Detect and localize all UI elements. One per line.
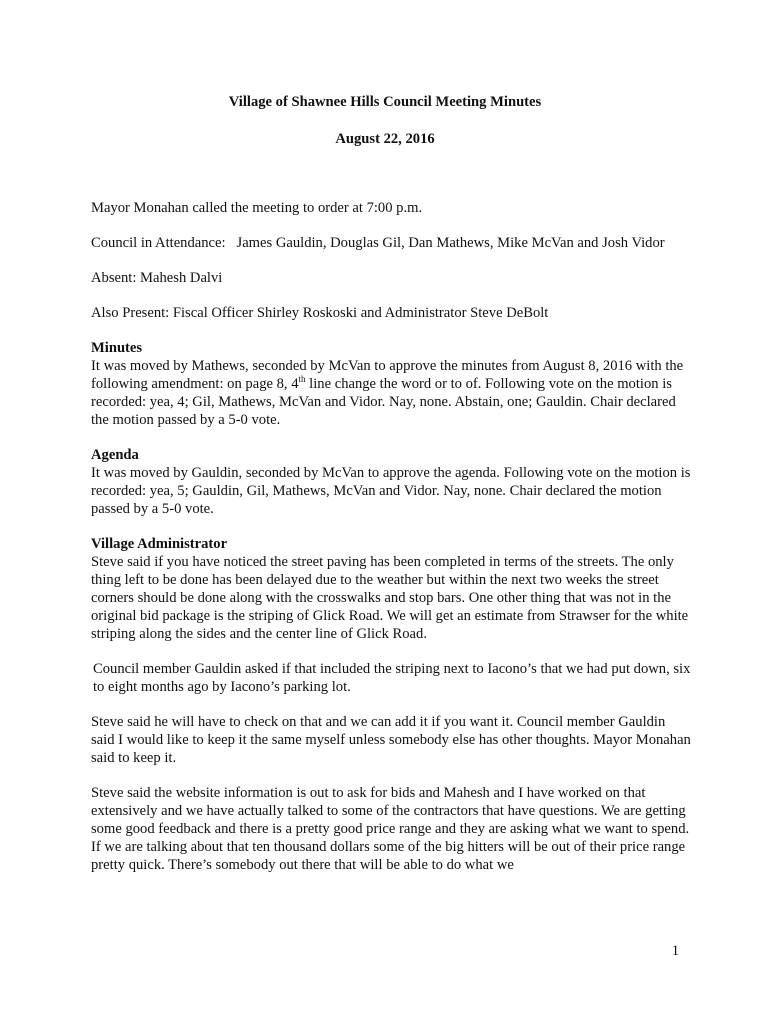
minutes-section	[91, 339, 691, 429]
meeting-date: August 22, 2016	[335, 131, 435, 147]
minutes-heading: Minutes	[91, 340, 143, 356]
document-body	[91, 199, 691, 891]
document-title: Village of Shawnee Hills Council Meeting Minutes	[228, 94, 542, 110]
ordinal-suffix: th	[298, 374, 306, 385]
absent: Absent: Mahesh Dalvi	[91, 270, 223, 286]
call-to-order: Mayor Monahan called the meeting to order at 7:00 p.m.	[91, 200, 423, 216]
minutes-text-part2: line change the word or to of. Following vote on the motion is recorded: yea, 4; Gil, Mathews, McVan and Vidor. Nay, none. Abstain, one; Gauldin. Chair declared the motion passed by a 5-0 vote.	[91, 376, 676, 428]
agenda-text: It was moved by Gauldin, seconded by McVan to approve the agenda. Following vote on the motion is recorded: yea, 5; Gauldin, Gil, Mathews, McVan and Vidor. Nay, none. Chair declared the motion passed by a 5-0 vote.	[91, 465, 691, 517]
attendance-label: Council in Attendance:	[91, 235, 226, 251]
village-administrator-section	[91, 535, 691, 643]
gauldin-question: Council member Gauldin asked if that included the striping next to Iacono’s that we had put down, six to eight months ago by Iacono’s parking lot.	[93, 661, 691, 695]
minutes-text	[91, 357, 691, 429]
attendance	[91, 234, 691, 252]
also-present: Also Present: Fiscal Officer Shirley Roskoski and Administrator Steve DeBolt	[91, 305, 549, 321]
village-administrator-heading: Village Administrator	[91, 536, 228, 552]
website-discussion: Steve said the website information is out to ask for bids and Mahesh and I have worked on that extensively and we have actually talked to some of the contractors that have questions. We are getting some good feedback and there is a pretty good price range and they are asking what we want to spend. If we are talking about that ten thousand dollars some of the big hitters will be out of their price range pretty quick. There’s somebody out there that will be able to do what we	[91, 785, 690, 873]
agenda-section	[91, 446, 691, 518]
agenda-heading: Agenda	[91, 447, 139, 463]
steve-check-response: Steve said he will have to check on that and we can add it if you want it. Council member Gauldin said I would like to keep it the same myself unless somebody else has other thoughts. Mayor Monahan said to keep it.	[91, 714, 691, 766]
page-number: 1	[671, 943, 679, 959]
attendance-names: James Gauldin, Douglas Gil, Dan Mathews, Mike McVan and Josh Vidor	[236, 235, 665, 251]
minutes-text-part1: It was moved by Mathews, seconded by McVan to approve the minutes from August 8, 2016 with the following amendment: on page 8, 4	[91, 358, 684, 392]
village-administrator-text: Steve said if you have noticed the street paving has been completed in terms of the streets. The only thing left to be done has been delayed due to the weather but within the next two weeks the street corners should be done along with the crosswalks and stop bars. One other thing that was not in the original bid package is the striping of Glick Road. We will get an estimate from Strawser for the white striping along the sides and the center line of Glick Road.	[91, 554, 689, 642]
